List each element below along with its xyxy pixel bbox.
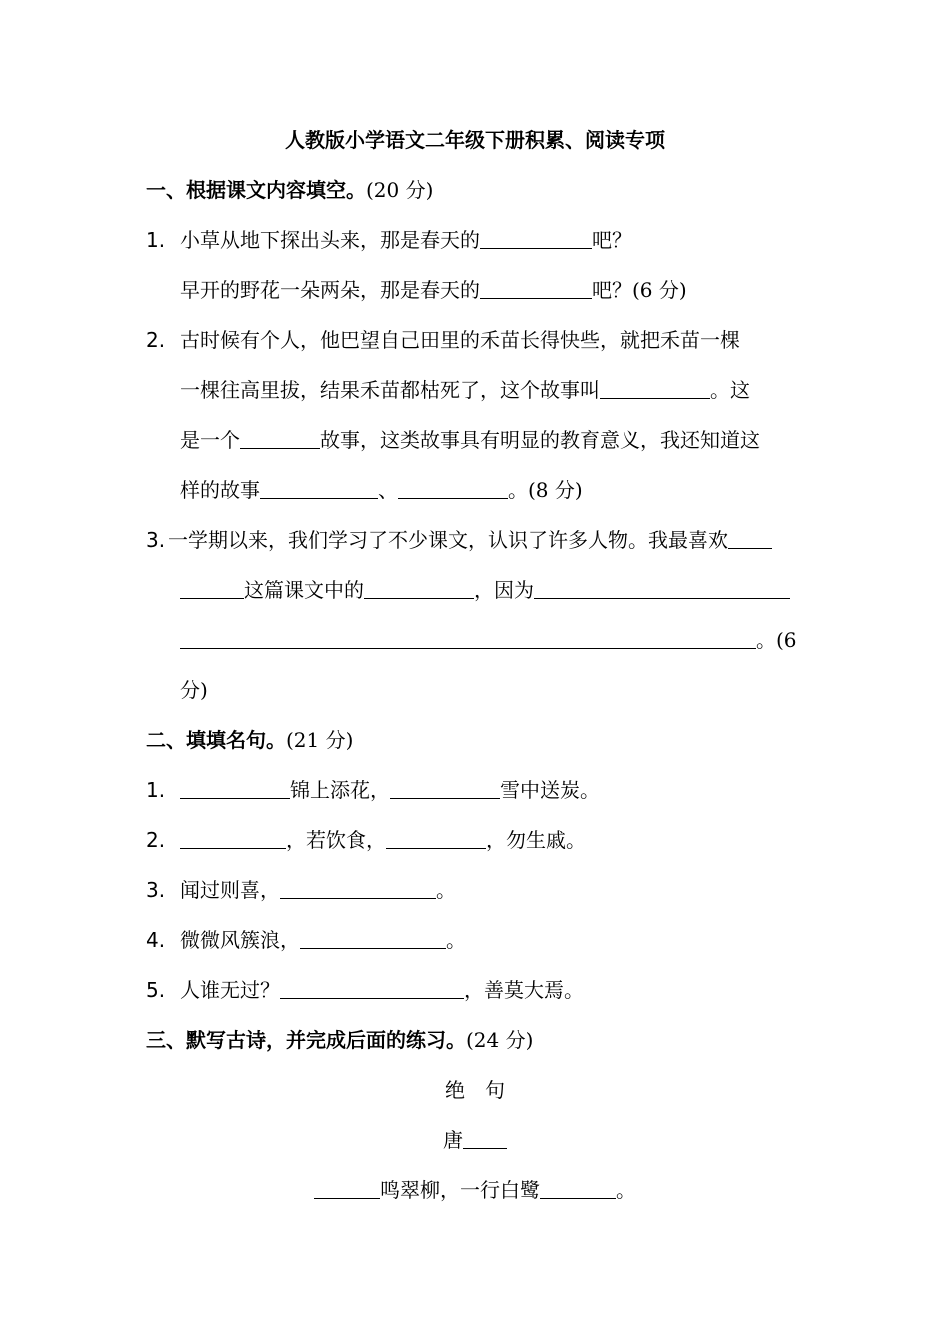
question-text: 吧？ (592, 228, 632, 252)
answer-blank[interactable] (540, 1178, 616, 1199)
question-text: 。 (436, 878, 456, 902)
quote-item-3 (146, 876, 456, 904)
section-2-heading (146, 726, 353, 754)
question-text: 小草从地下探出头来，那是春天的 (180, 228, 480, 252)
question-text: 样的故事 (180, 478, 260, 502)
question-text: 分) (180, 678, 208, 702)
poem-title: 绝 句 (445, 1078, 505, 1102)
question-number: 4. (146, 928, 166, 952)
question-text: 微微风簇浪， (180, 928, 300, 952)
page-title: 人教版小学语文二年级下册积累、阅读专项 (285, 128, 665, 152)
section-2-heading-text: 二、填填名句。 (146, 728, 286, 752)
quote-item-4 (146, 926, 466, 954)
question-1-1-line-2 (180, 276, 687, 304)
question-text: 人谁无过？ (180, 978, 280, 1002)
author-blank[interactable] (463, 1128, 507, 1149)
question-text: ，因为 (474, 578, 534, 602)
question-number: 2. (146, 828, 166, 852)
answer-blank[interactable] (260, 478, 378, 499)
question-number: 5. (146, 978, 166, 1002)
question-number: 3. (146, 878, 166, 902)
answer-blank[interactable] (600, 378, 710, 399)
quote-item-2 (146, 826, 586, 854)
question-text: ，善莫大焉。 (464, 978, 584, 1002)
question-1-3-line-3 (180, 626, 797, 654)
question-number: 1. (146, 778, 166, 802)
quote-item-1 (146, 776, 600, 804)
answer-blank[interactable] (240, 428, 320, 449)
question-1-3-line-2 (180, 576, 790, 604)
question-text: 。 (446, 928, 466, 952)
question-text: 吧？(6 分) (592, 278, 687, 302)
poem-dynasty: 唐 (443, 1128, 463, 1152)
section-3-heading-text: 三、默写古诗，并完成后面的练习。 (146, 1028, 466, 1052)
section-1-heading (146, 176, 433, 204)
question-text: ，若饮食， (286, 828, 386, 852)
question-1-3-line-1 (146, 526, 772, 554)
poem-text: 鸣翠柳，一行白鹭 (380, 1178, 540, 1202)
section-1-points: (20 分) (366, 178, 434, 202)
answer-blank[interactable] (280, 978, 464, 999)
quote-item-5 (146, 976, 584, 1004)
question-text: 一棵往高里拔，结果禾苗都枯死了，这个故事叫 (180, 378, 600, 402)
question-1-2-line-4 (180, 476, 583, 504)
question-1-2-line-1 (146, 326, 740, 354)
section-3-heading (146, 1026, 533, 1054)
answer-blank[interactable] (480, 228, 592, 249)
section-3-points: (24 分) (466, 1028, 534, 1052)
answer-blank[interactable] (180, 578, 244, 599)
answer-blank[interactable] (390, 778, 500, 799)
question-text: 、 (378, 478, 398, 502)
poem-author-line (0, 1126, 950, 1154)
question-number: 2. (146, 328, 166, 352)
question-text: 一学期以来，我们学习了不少课文，认识了许多人物。我最喜欢 (168, 528, 728, 552)
answer-blank[interactable] (386, 828, 486, 849)
answer-blank[interactable] (180, 828, 286, 849)
question-text: ，勿生戚。 (486, 828, 586, 852)
question-number: 1. (146, 228, 166, 252)
section-2-points: (21 分) (286, 728, 354, 752)
question-text: 闻过则喜， (180, 878, 280, 902)
question-number: 3. (146, 528, 166, 552)
answer-blank[interactable] (300, 928, 446, 949)
question-text: 这篇课文中的 (244, 578, 364, 602)
question-text: 。这 (710, 378, 750, 402)
question-text: 。(6 (756, 628, 797, 652)
answer-blank[interactable] (364, 578, 474, 599)
answer-blank[interactable] (398, 478, 508, 499)
question-text: 故事，这类故事具有明显的教育意义，我还知道这 (320, 428, 760, 452)
answer-blank[interactable] (180, 628, 756, 649)
question-text: 锦上添花， (290, 778, 390, 802)
question-1-3-line-4 (180, 676, 208, 704)
question-text: 是一个 (180, 428, 240, 452)
question-text: 雪中送炭。 (500, 778, 600, 802)
question-text: 早开的野花一朵两朵，那是春天的 (180, 278, 480, 302)
answer-blank[interactable] (280, 878, 436, 899)
answer-blank[interactable] (728, 528, 772, 549)
answer-blank[interactable] (314, 1178, 380, 1199)
question-1-2-line-2 (180, 376, 750, 404)
poem-text: 。 (616, 1178, 636, 1202)
answer-blank[interactable] (180, 778, 290, 799)
question-text: 古时候有个人，他巴望自己田里的禾苗长得快些，就把禾苗一棵 (180, 328, 740, 352)
answer-blank[interactable] (480, 278, 592, 299)
section-1-heading-text: 一、根据课文内容填空。 (146, 178, 366, 202)
question-1-2-line-3 (180, 426, 760, 454)
question-1-1-line-1 (146, 226, 632, 254)
question-text: 。(8 分) (508, 478, 583, 502)
poem-line-1 (0, 1176, 950, 1204)
answer-blank[interactable] (534, 578, 790, 599)
